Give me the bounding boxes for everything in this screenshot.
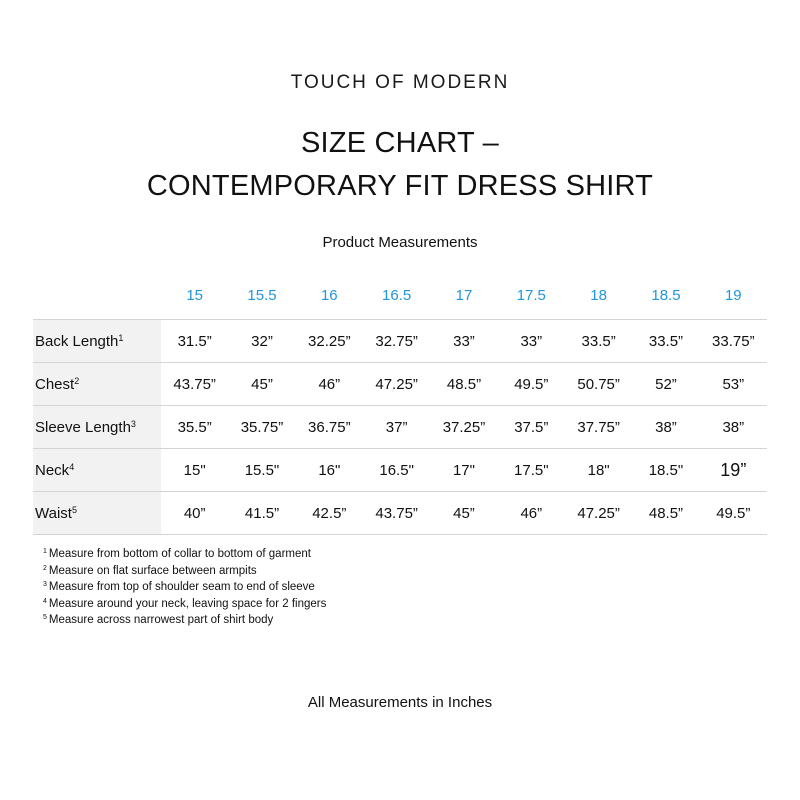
table-cell: 33” — [430, 320, 497, 363]
table-cell: 32.25” — [296, 320, 363, 363]
table-cell: 38” — [632, 406, 699, 449]
row-label — [33, 320, 161, 363]
size-header: 16 — [320, 287, 338, 304]
footnote-text: Measure from top of shoulder seam to end of sleeve — [48, 581, 315, 594]
size-header: 18 — [590, 287, 607, 304]
size-header: 15 — [186, 287, 203, 304]
table-cell: 18.5" — [632, 449, 699, 492]
footnote-marker: 4 — [69, 461, 75, 472]
table-cell: 42.5” — [296, 492, 363, 535]
table-cell: 32” — [228, 320, 295, 363]
table-cell: 43.75” — [363, 492, 430, 535]
footnote-marker: 2 — [74, 375, 80, 386]
row-label — [33, 406, 161, 449]
footnote-text: Measure around your neck, leaving space for 2 fingers — [48, 597, 327, 610]
table-cell: 15.5" — [228, 449, 295, 492]
page-title — [0, 122, 800, 208]
table-cell: 50.75” — [565, 363, 632, 406]
table-cell: 19” — [700, 449, 767, 492]
footnote-number: 1 — [43, 548, 47, 555]
table-cell: 37.25” — [430, 406, 497, 449]
table-row — [33, 492, 767, 535]
table-cell: 36.75” — [296, 406, 363, 449]
table-cell: 33.5” — [632, 320, 699, 363]
row-label-text: Chest — [35, 375, 75, 393]
size-header: 18.5 — [651, 287, 681, 304]
table-cell: 40” — [161, 492, 228, 535]
table-cell: 16.5" — [363, 449, 430, 492]
table-cell: 47.25” — [363, 363, 430, 406]
footnote — [43, 595, 326, 612]
table-cell: 53” — [700, 363, 767, 406]
table-cell: 31.5” — [161, 320, 228, 363]
footnote-number: 2 — [43, 564, 47, 572]
size-chart-table — [33, 272, 767, 535]
row-label — [33, 492, 161, 535]
row-label — [33, 363, 161, 406]
footnote — [43, 578, 326, 595]
title-line-1: SIZE CHART – — [301, 127, 499, 159]
table-cell: 35.75” — [228, 406, 295, 449]
row-label — [33, 449, 161, 492]
table-cell: 48.5” — [430, 363, 497, 406]
size-header: 19 — [724, 287, 742, 304]
table-cell: 49.5” — [700, 492, 767, 535]
table-cell: 38” — [700, 406, 767, 449]
title-line-2: CONTEMPORARY FIT DRESS SHIRT — [146, 170, 654, 202]
footnote-number: 5 — [43, 614, 47, 622]
row-label-text: Waist — [35, 504, 72, 522]
table-cell: 32.75” — [363, 320, 430, 363]
footnote-number: 4 — [43, 597, 47, 605]
table-cell: 48.5” — [632, 492, 699, 535]
size-header-row — [33, 272, 767, 320]
table-cell: 37.5” — [498, 406, 565, 449]
table-cell: 33.75” — [700, 320, 767, 363]
brand-logo: TOUCH OF MODERN — [290, 72, 510, 93]
table-cell: 18" — [565, 449, 632, 492]
table-cell: 41.5” — [228, 492, 295, 535]
table-cell: 46” — [498, 492, 565, 535]
table-row — [33, 363, 767, 406]
table-row — [33, 320, 767, 363]
table-cell: 17" — [430, 449, 497, 492]
footnote-text: Measure on flat surface between armpits — [48, 564, 257, 577]
footnote-marker: 3 — [130, 418, 136, 429]
table-cell: 37” — [363, 406, 430, 449]
table-cell: 15" — [161, 449, 228, 492]
table-cell: 43.75” — [161, 363, 228, 406]
footnote — [43, 545, 326, 562]
size-header: 16.5 — [382, 287, 412, 304]
table-cell: 46” — [296, 363, 363, 406]
table-cell: 37.75” — [565, 406, 632, 449]
size-header: 15.5 — [247, 287, 277, 304]
table-cell: 16" — [296, 449, 363, 492]
table-row — [33, 406, 767, 449]
table-cell: 49.5” — [498, 363, 565, 406]
table-cell: 47.25” — [565, 492, 632, 535]
footnote-marker: 1 — [118, 332, 124, 343]
footnote-text: Measure from bottom of collar to bottom of garment — [48, 548, 311, 560]
table-cell: 45” — [228, 363, 295, 406]
table-cell: 33.5” — [565, 320, 632, 363]
table-cell: 35.5” — [161, 406, 228, 449]
row-label-text: Neck — [35, 461, 70, 479]
table-cell: 17.5" — [498, 449, 565, 492]
footnote-number: 3 — [43, 581, 47, 589]
footnote — [43, 611, 326, 628]
footnote-marker: 5 — [71, 504, 77, 515]
size-header: 17 — [455, 287, 473, 304]
footnote-text: Measure across narrowest part of shirt body — [48, 614, 274, 627]
row-label-text: Sleeve Length — [35, 418, 131, 436]
footnotes — [43, 545, 326, 628]
table-cell: 52” — [632, 363, 699, 406]
header-corner — [33, 272, 161, 320]
size-header: 17.5 — [516, 287, 546, 304]
table-cell: 33” — [498, 320, 565, 363]
table-row — [33, 449, 767, 492]
table-subtitle: Product Measurements — [322, 234, 478, 251]
units-footer: All Measurements in Inches — [307, 694, 493, 711]
row-label-text: Back Length — [35, 332, 119, 350]
table-cell: 45” — [430, 492, 497, 535]
footnote — [43, 562, 326, 579]
